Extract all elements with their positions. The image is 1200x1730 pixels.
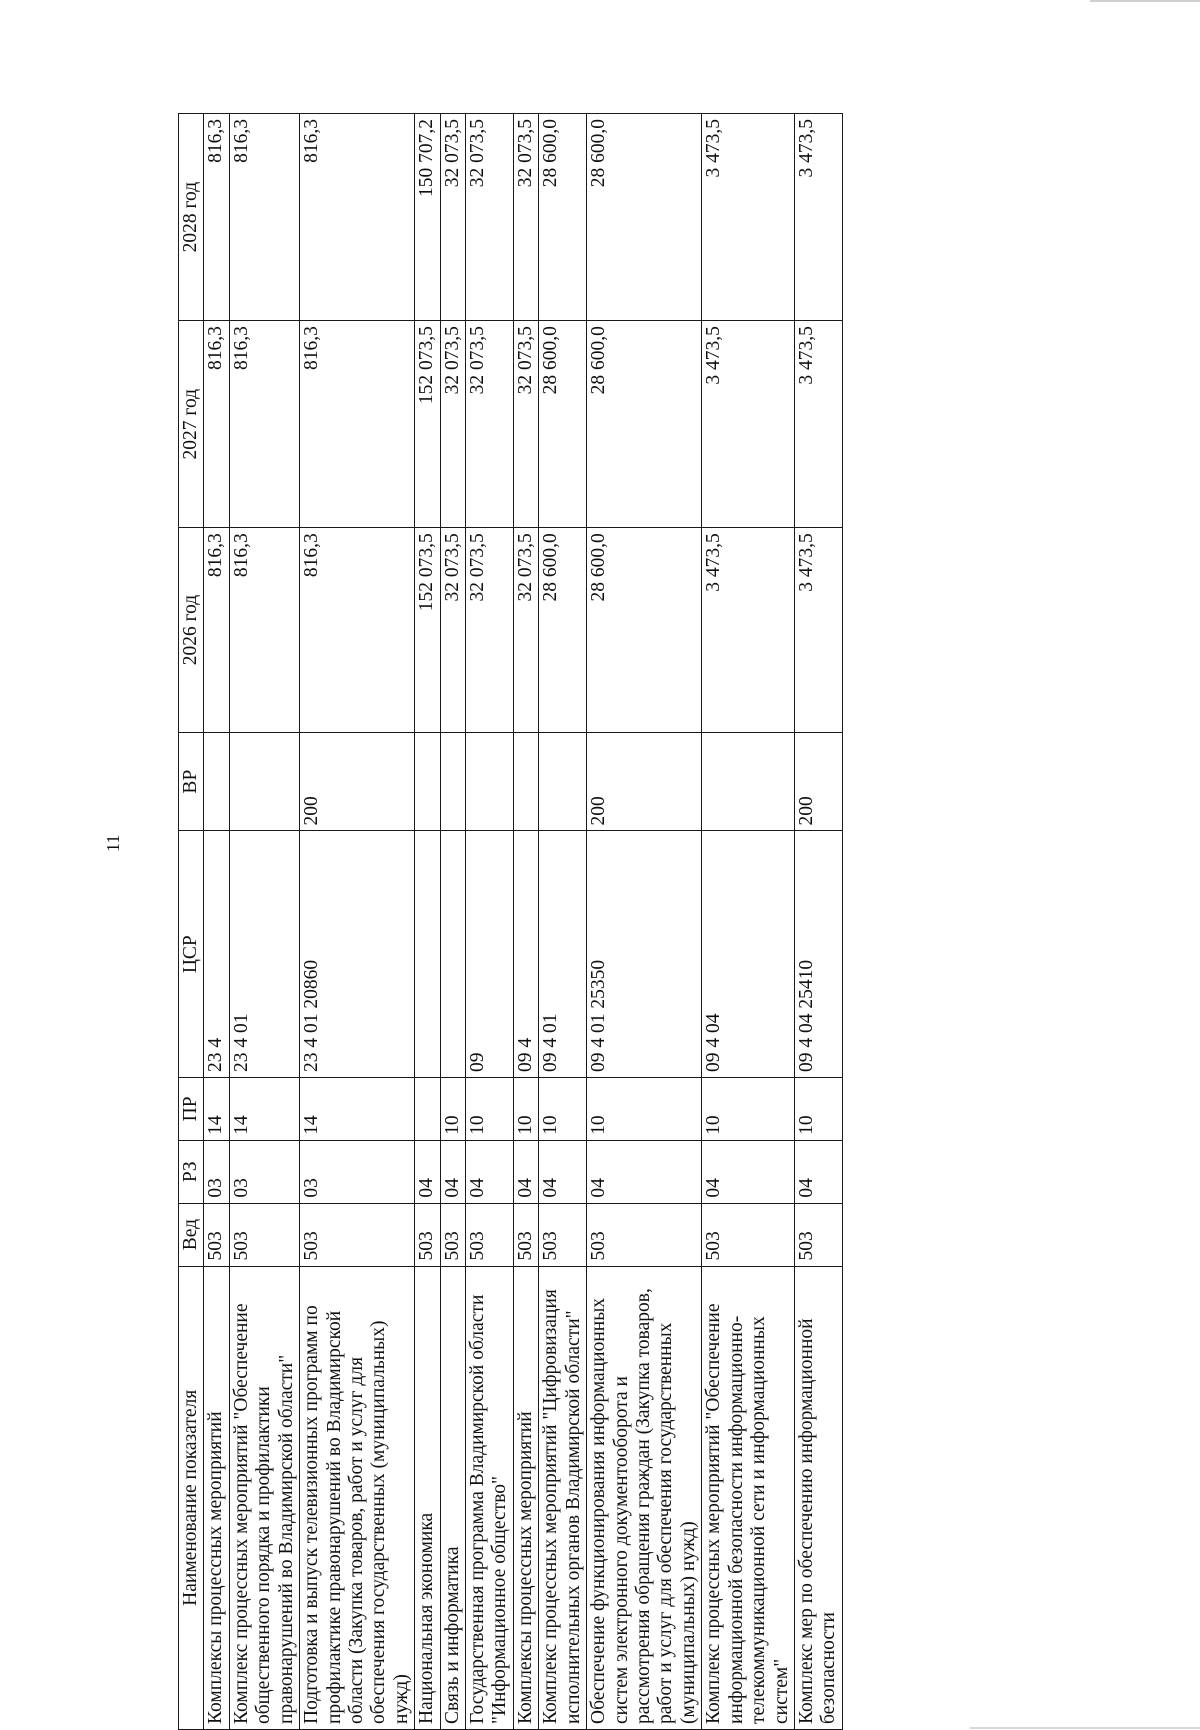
cell-vr: 200 (794, 732, 842, 831)
scan-edge-mark-top (1090, 0, 1200, 2)
cell-pr: 10 (539, 1077, 587, 1140)
cell-2027: 28 600,0 (539, 321, 587, 528)
cell-rz: 04 (702, 1140, 795, 1203)
cell-rz: 04 (539, 1140, 587, 1203)
page-number: 11 (103, 834, 123, 852)
cell-2027: 152 073,5 (415, 321, 440, 528)
cell-pr: 10 (794, 1077, 842, 1140)
cell-2027: 32 073,5 (466, 321, 514, 528)
cell-ved: 503 (587, 1203, 702, 1266)
cell-rz: 04 (415, 1140, 440, 1203)
cell-ved: 503 (440, 1203, 465, 1266)
cell-2028: 816,3 (229, 114, 299, 321)
table-row (466, 114, 514, 1730)
cell-csr: 09 4 01 25350 (587, 831, 702, 1078)
cell-ved: 503 (539, 1203, 587, 1266)
cell-rz: 04 (794, 1140, 842, 1203)
cell-csr: 09 4 04 25410 (794, 831, 842, 1078)
cell-2028: 150 707,2 (415, 114, 440, 321)
cell-2028: 28 600,0 (587, 114, 702, 321)
cell-name: Подготовка и выпуск телевизионных программ по профилактике правонарушений во Владимирской области (Закупка товаров, работ и услуг для обеспечения государственных (муниципальных) нужд) (300, 1266, 415, 1729)
cell-vr (440, 732, 465, 831)
cell-2027: 3 473,5 (702, 321, 795, 528)
header-name: Наименование показателя (179, 1266, 204, 1729)
table-row (513, 114, 538, 1730)
cell-2026: 32 073,5 (513, 528, 538, 733)
cell-rz: 04 (587, 1140, 702, 1203)
header-rz: РЗ (179, 1140, 204, 1203)
cell-csr: 09 4 (513, 831, 538, 1078)
cell-2028: 28 600,0 (539, 114, 587, 321)
cell-pr: 14 (300, 1077, 415, 1140)
cell-rz: 04 (513, 1140, 538, 1203)
cell-2028: 3 473,5 (702, 114, 795, 321)
cell-name: Комплекс процессных мероприятий "Обеспечение информационной безопасности информационно-телекоммуникационной сети и информационных систем" (702, 1266, 795, 1729)
cell-2028: 32 073,5 (466, 114, 514, 321)
cell-vr (513, 732, 538, 831)
cell-csr: 23 4 (204, 831, 229, 1078)
header-2028: 2028 год (179, 114, 204, 321)
cell-2026: 32 073,5 (440, 528, 465, 733)
cell-2027: 816,3 (204, 321, 229, 528)
cell-pr: 10 (440, 1077, 465, 1140)
cell-2028: 32 073,5 (513, 114, 538, 321)
cell-csr (415, 831, 440, 1078)
cell-rz: 04 (440, 1140, 465, 1203)
cell-pr: 10 (702, 1077, 795, 1140)
cell-name: Государственная программа Владимирской области "Информационное общество" (466, 1266, 514, 1729)
cell-vr (204, 732, 229, 831)
cell-rz: 03 (229, 1140, 299, 1203)
cell-2028: 816,3 (204, 114, 229, 321)
cell-vr (229, 732, 299, 831)
cell-ved: 503 (204, 1203, 229, 1266)
table-row (300, 114, 415, 1730)
cell-name: Обеспечение функционирования информационных систем электронного документооборота и рассмотрения обращения граждан (Закупка товаров, работ и услуг для обеспечения государственных (муниципальных) нужд) (587, 1266, 702, 1729)
cell-name: Связь и информатика (440, 1266, 465, 1729)
cell-2026: 816,3 (204, 528, 229, 733)
cell-pr: 14 (204, 1077, 229, 1140)
budget-table-container (178, 113, 1130, 1730)
cell-name: Комплекс процессных мероприятий "Обеспечение общественного порядка и профилактики правонарушений во Владимирской области" (229, 1266, 299, 1729)
table-row (204, 114, 229, 1730)
cell-csr: 23 4 01 20860 (300, 831, 415, 1078)
header-2026: 2026 год (179, 528, 204, 733)
cell-2026: 28 600,0 (539, 528, 587, 733)
header-vr: ВР (179, 732, 204, 831)
cell-2026: 32 073,5 (466, 528, 514, 733)
cell-vr (415, 732, 440, 831)
cell-2027: 32 073,5 (513, 321, 538, 528)
cell-pr: 10 (587, 1077, 702, 1140)
cell-vr (466, 732, 514, 831)
cell-2027: 3 473,5 (794, 321, 842, 528)
cell-csr: 23 4 01 (229, 831, 299, 1078)
header-csr: ЦСР (179, 831, 204, 1078)
cell-csr (440, 831, 465, 1078)
header-pr: ПР (179, 1077, 204, 1140)
cell-rz: 03 (204, 1140, 229, 1203)
cell-rz: 04 (466, 1140, 514, 1203)
cell-2028: 816,3 (300, 114, 415, 321)
cell-pr: 10 (466, 1077, 514, 1140)
cell-ved: 503 (702, 1203, 795, 1266)
cell-ved: 503 (415, 1203, 440, 1266)
cell-vr: 200 (300, 732, 415, 831)
cell-name: Комплексы процессных мероприятий (513, 1266, 538, 1729)
table-row (440, 114, 465, 1730)
cell-ved: 503 (466, 1203, 514, 1266)
table-body (204, 114, 842, 1730)
budget-table (178, 113, 843, 1730)
table-row (229, 114, 299, 1730)
cell-2027: 32 073,5 (440, 321, 465, 528)
cell-2026: 3 473,5 (794, 528, 842, 733)
cell-2028: 3 473,5 (794, 114, 842, 321)
cell-2027: 816,3 (300, 321, 415, 528)
cell-name: Национальная экономика (415, 1266, 440, 1729)
cell-pr: 10 (513, 1077, 538, 1140)
cell-2027: 28 600,0 (587, 321, 702, 528)
header-2027: 2027 год (179, 321, 204, 528)
table-row (539, 114, 587, 1730)
cell-csr: 09 (466, 831, 514, 1078)
cell-vr: 200 (587, 732, 702, 831)
cell-name: Комплекс мер по обеспечению информационной безопасности (794, 1266, 842, 1729)
table-row (794, 114, 842, 1730)
cell-2026: 152 073,5 (415, 528, 440, 733)
cell-ved: 503 (229, 1203, 299, 1266)
cell-ved: 503 (794, 1203, 842, 1266)
header-ved: Вед (179, 1203, 204, 1266)
cell-csr: 09 4 01 (539, 831, 587, 1078)
table-row (587, 114, 702, 1730)
cell-2026: 3 473,5 (702, 528, 795, 733)
cell-ved: 503 (513, 1203, 538, 1266)
cell-vr (539, 732, 587, 831)
cell-rz: 03 (300, 1140, 415, 1203)
table-row (702, 114, 795, 1730)
table-row (415, 114, 440, 1730)
cell-csr: 09 4 04 (702, 831, 795, 1078)
cell-name: Комплекс процессных мероприятий "Цифровизация исполнительных органов Владимирской области" (539, 1266, 587, 1729)
table-header-row (179, 114, 204, 1730)
cell-2027: 816,3 (229, 321, 299, 528)
cell-pr: 14 (229, 1077, 299, 1140)
cell-2026: 28 600,0 (587, 528, 702, 733)
cell-pr (415, 1077, 440, 1140)
cell-2028: 32 073,5 (440, 114, 465, 321)
cell-name: Комплексы процессных мероприятий (204, 1266, 229, 1729)
cell-ved: 503 (300, 1203, 415, 1266)
cell-2026: 816,3 (300, 528, 415, 733)
cell-vr (702, 732, 795, 831)
cell-2026: 816,3 (229, 528, 299, 733)
